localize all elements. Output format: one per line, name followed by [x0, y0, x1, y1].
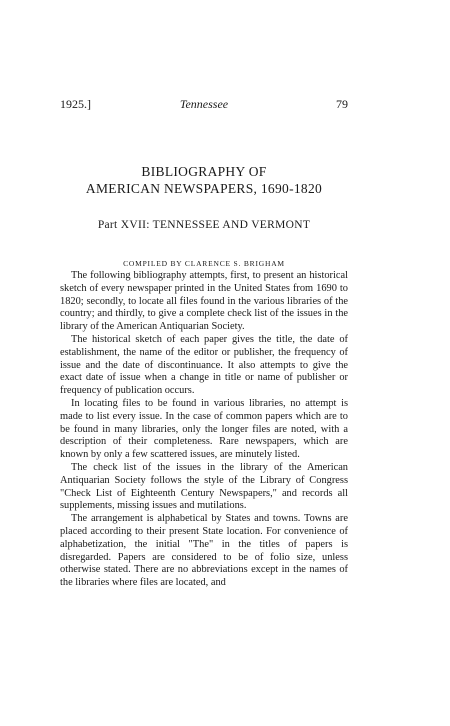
paragraph: The arrangement is alphabetical by States and towns. Towns are placed according to their present State location. For convenience of alphabetization, the initial "The" in the titles of papers is disregarded. Papers are considered to be of folio size, unless otherwise stated. There are no abbreviations except in the names of the libraries where files are located, and	[60, 513, 348, 589]
page-number: 79	[336, 97, 348, 111]
article-title	[60, 163, 348, 197]
section-title: Tennessee	[179, 97, 229, 111]
paragraph: The check list of the issues in the library of the American Antiquarian Society follows the style of the Library of Congress "Check List of Eighteenth Century Newspapers," and records all supplements, missing issues and mutilations.	[60, 461, 348, 512]
running-head	[60, 97, 348, 113]
compiler-byline: COMPILED BY CLARENCE S. BRIGHAM	[123, 259, 285, 268]
paragraph: In locating files to be found in various libraries, no attempt is made to list every issue. In the case of common papers which are to be found in many libraries, only the longer files are noted, with a description of their completeness. Rare newspapers, which are known by only a few scattered issues, are minutely listed.	[60, 397, 348, 461]
year-label: 1925.]	[60, 97, 91, 111]
paragraph: The following bibliography attempts, first, to present an historical sketch of every newspaper printed in the United States from 1690 to 1820; secondly, to locate all files found in the various libraries of the country; and thirdly, to give a complete check list of the issues in the library of the American Antiquarian Society.	[60, 270, 348, 333]
article-title-line-2: AMERICAN NEWSPAPERS, 1690-1820	[85, 181, 323, 196]
part-heading: Part XVII: TENNESSEE AND VERMONT	[97, 219, 311, 231]
paragraph: The historical sketch of each paper gives the title, the date of establishment, the name of the editor or publisher, the frequency of issue and the date of discontinuance. It also attempts to give the exact date of issue when a change in title or name of publisher or frequency of publication occurs.	[60, 333, 348, 397]
article-title-line-1: BIBLIOGRAPHY OF	[141, 164, 267, 179]
body-text	[60, 270, 348, 590]
